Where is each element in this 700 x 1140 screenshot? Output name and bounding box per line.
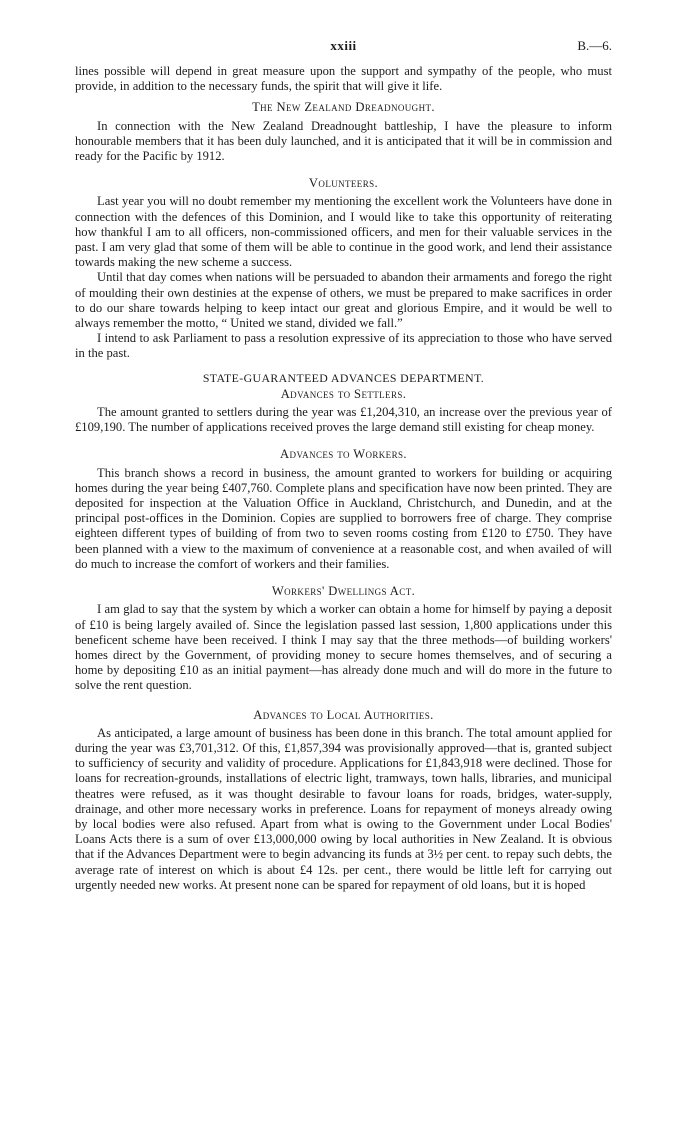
document-page	[75, 38, 612, 893]
document-reference: B.—6.	[577, 38, 612, 53]
dreadnought-paragraph: In connection with the New Zealand Dreadnought battleship, I have the pleasure to inform honourable members that it has been duly launched, and it is anticipated that it will be in commission and ready for the Pacific by 1912.	[75, 118, 612, 164]
workers-heading: Advances to Workers.	[280, 447, 407, 462]
volunteers-paragraph-2: Until that day comes when nations will be persuaded to abandon their armaments and forego the right of moulding their own destinies at the expense of others, we must be prepared to make sacrifices in order to do our share towards helping to keep intact our great and glorious Empire, and it would be well to always remember the motto, “ United we stand, divided we fall.”	[75, 270, 612, 331]
settlers-heading: Advances to Settlers.	[280, 386, 407, 401]
local-authorities-heading: Advances to Local Authorities.	[253, 707, 434, 722]
volunteers-paragraph-1: Last year you will no doubt remember my mentioning the excellent work the Volunteers have done in connection with the defences of this Dominion, and I would like to take this opportunity of reiterating how thankful I am to all officers, non-commissioned officers, and men for their valuable services in the past. I am very glad that some of them will be able to continue in the good work, and lend their assistance towards making the new scheme a success.	[75, 194, 612, 270]
local-authorities-paragraph: As anticipated, a large amount of business has been done in this branch. The total amount applied for during the year was £3,701,312. Of this, £1,857,394 was provisionally approved—that is, granted subject to sufficiency of security and validity of procedure. Applications for £1,843,918 were declined. Those for loans for recreation-grounds, installations of electric light, tramways, town halls, libraries, and municipal theatres were refused, as it was thought desirable to favour loans for roads, bridges, water-supply, drainage, and other more necessary works in preference. Loans for repayment of moneys already owing by local bodies were also refused. Apart from what is owing to the Government under Local Bodies' Loans Acts there is a sum of over £13,000,000 owing by local authorities in New Zealand. It is obvious that if the Advances Department were to begin advancing its funds at 3½ per cent. to repay such debts, the average rate of interest on which is about £4 12s. per cent., there would be little left for carrying out urgently needed new works. At present none can be spared for repayment of old loans, but it is hoped	[75, 725, 612, 892]
dwellings-paragraph: I am glad to say that the system by which a worker can obtain a home for himself by paying a deposit of £10 is being largely availed of. Since the legislation passed last session, 1,800 applications under this beneficent scheme have been received. I think I may say that the three methods—of building workers' homes direct by the Government, of providing money to secure homes themselves, and of securing a home by depositing £10 as an initial payment—has already done much and will do more in the future to solve the rent question.	[75, 602, 612, 693]
volunteers-heading: Volunteers.	[308, 176, 379, 191]
settlers-paragraph: The amount granted to settlers during the year was £1,204,310, an increase over the previous year of £109,190. The number of applications received proves the large demand still existing for cheap money.	[75, 405, 612, 435]
sgad-heading: STATE-GUARANTEED ADVANCES DEPARTMENT.	[202, 370, 485, 385]
volunteers-paragraph-3: I intend to ask Parliament to pass a resolution expressive of its appreciation to those who have served in the past.	[75, 331, 612, 361]
dwellings-heading: Workers' Dwellings Act.	[271, 584, 416, 599]
dreadnought-heading: The New Zealand Dreadnought.	[252, 100, 435, 115]
continued-paragraph: lines possible will depend in great measure upon the support and sympathy of the people, who must provide, in addition to the necessary funds, the spirit that will give it life.	[75, 64, 612, 94]
page-header	[75, 38, 612, 58]
workers-paragraph: This branch shows a record in business, the amount granted to workers for building or acquiring homes during the year being £407,760. Complete plans and specification have now been printed. They are deposited for inspection at the Valuation Office in Auckland, Christchurch, and Dunedin, and at the principal post-offices in the Dominion. Copies are supplied to borrowers free of charge. They comprise eighteen different types of building of from two to seven rooms costing from £120 to £750. They have been planned with a view to the maximum of convenience at a reasonable cost, and when availed of will do much to increase the comfort of workers and their families.	[75, 465, 612, 571]
page-number: xxiii	[330, 38, 357, 53]
